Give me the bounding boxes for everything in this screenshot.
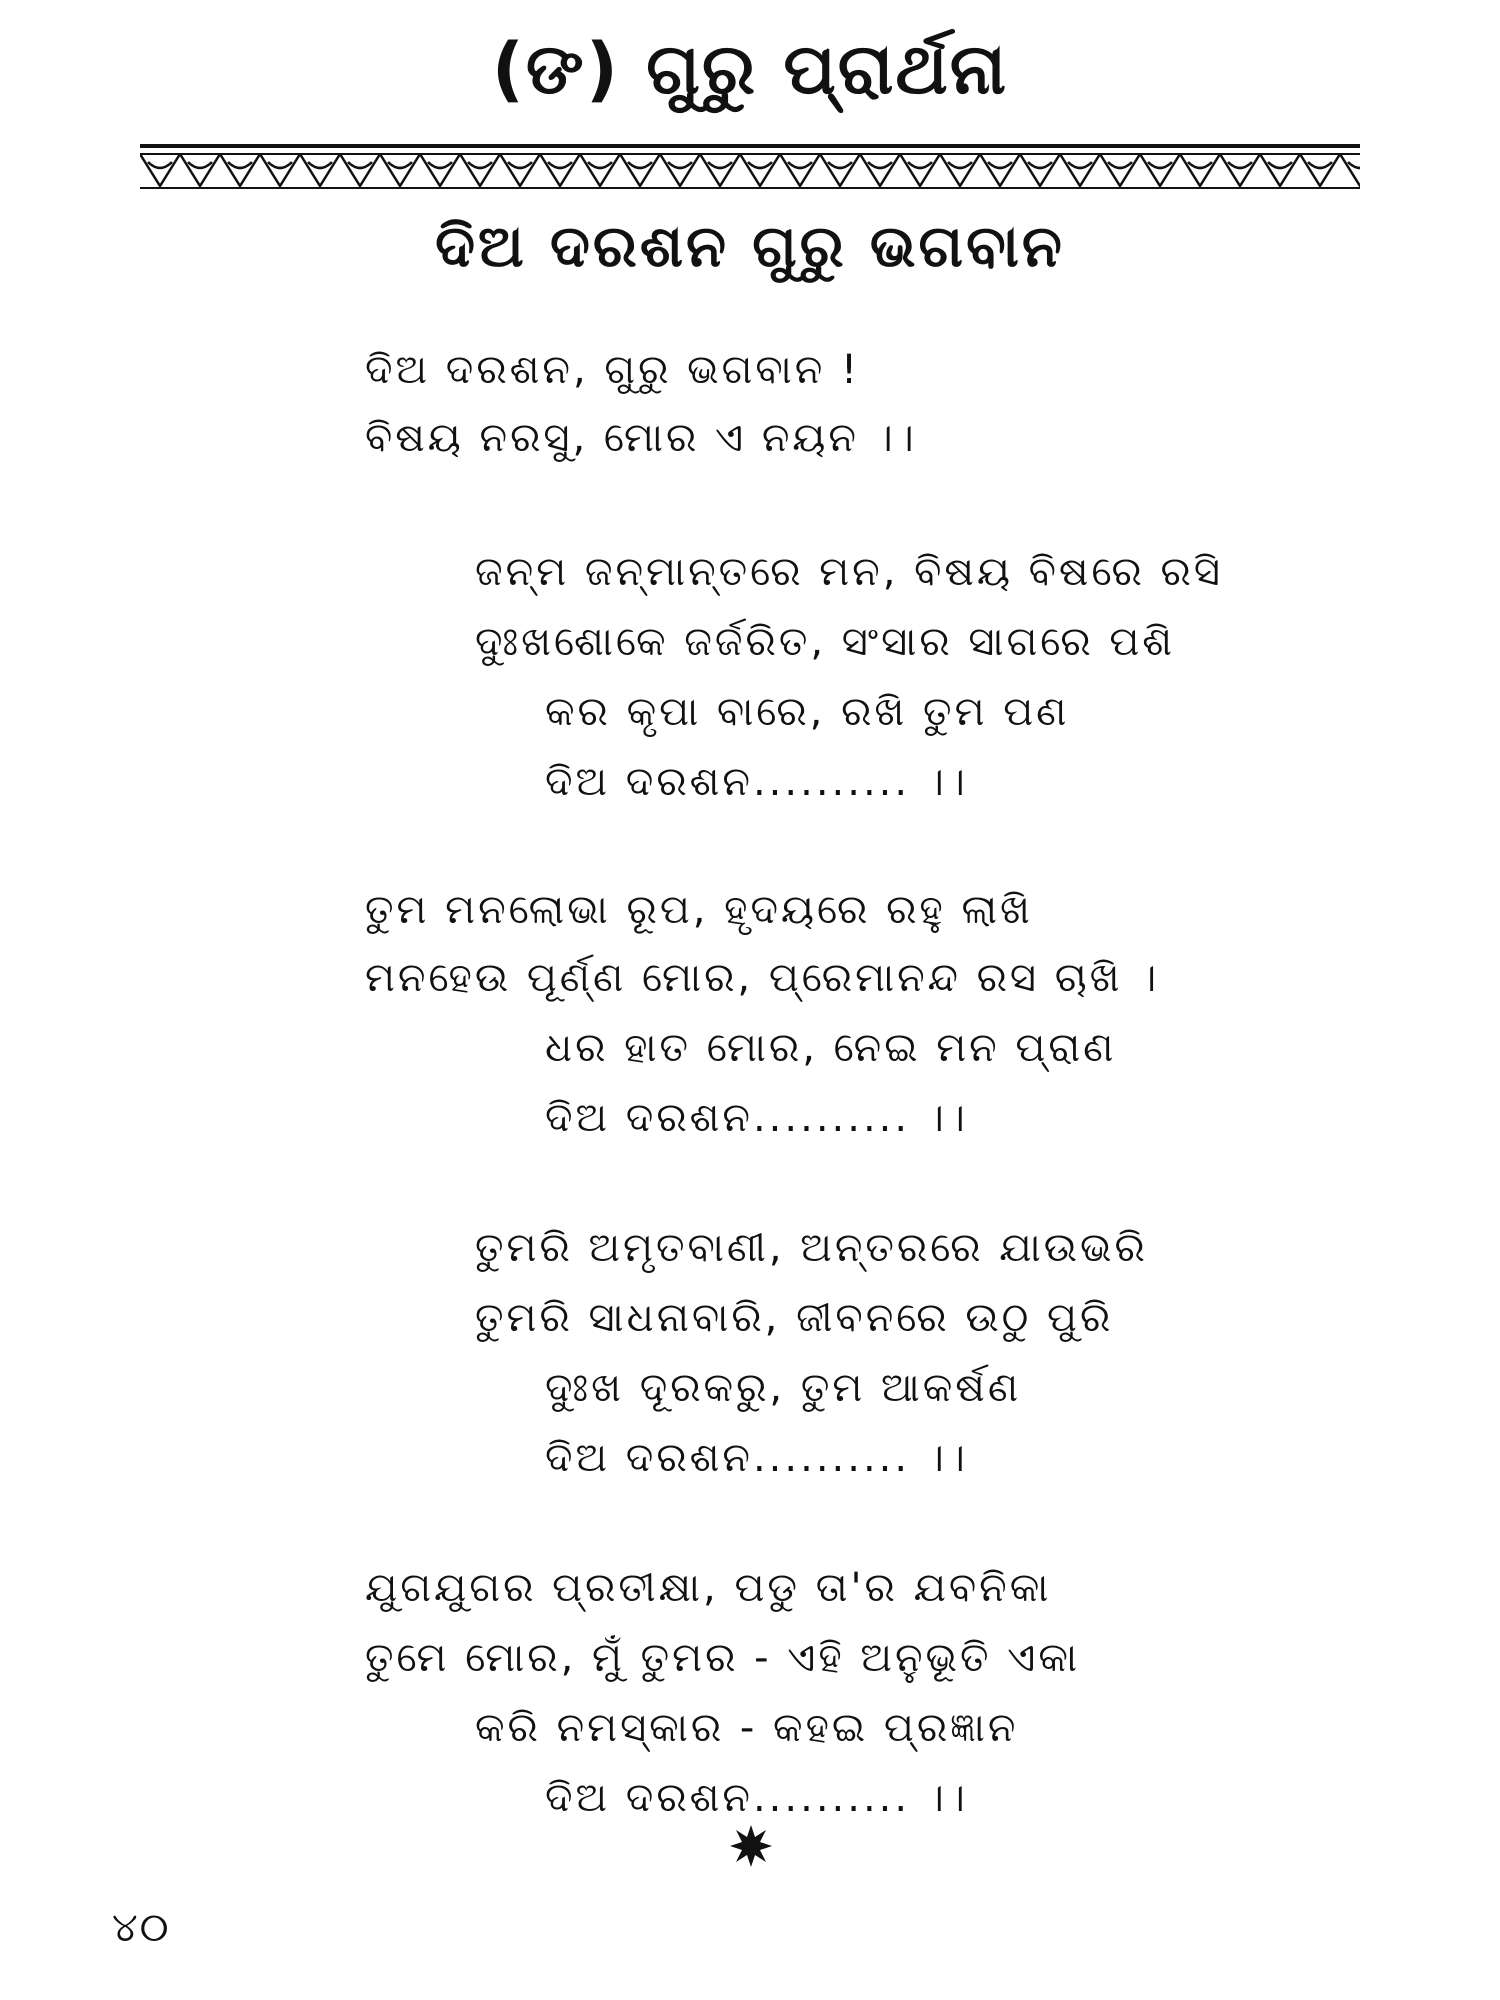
decorative-border (140, 140, 1360, 196)
stanza-4-line-1: ଯୁଗଯୁଗର ପ୍ରତୀକ୍ଷା, ପଡୁ ତା'ର ଯବନିକା (365, 1565, 1052, 1611)
stanza-1-line-2: ଦୁଃଖଶୋକେ ଜର୍ଜରିତ, ସଂସାର ସାଗରେ ପଶି (475, 619, 1176, 665)
stanza-1-line-1: ଜନ୍ମ ଜନ୍ମାନ୍ତରେ ମନ, ବିଷୟ ବିଷରେ ରସି (475, 549, 1223, 595)
border-motif (260, 154, 300, 186)
border-motif (500, 154, 540, 186)
border-motif (660, 154, 700, 186)
border-motif (900, 154, 940, 186)
refrain-line-1: ଦିଅ ଦରଶନ, ଗୁରୁ ଭଗବାନ ! (365, 347, 861, 393)
border-motif (300, 154, 340, 186)
stanza-2-line-3: ଧର ହାତ ମୋର, ନେଇ ମନ ପ୍ରାଣ (545, 1025, 1117, 1071)
border-motif (420, 154, 460, 186)
border-motif (380, 154, 420, 186)
stanza-3-line-4: ଦିଅ ଦରଶନ.......... ।। (545, 1435, 968, 1481)
border-motif (540, 154, 580, 186)
chapter-title: (ଙ) ଗୁରୁ ପ୍ରାର୍ଥନା (491, 28, 1009, 110)
border-motif (940, 154, 980, 186)
border-motif (180, 154, 220, 186)
star-ornament-icon (730, 1825, 772, 1867)
border-motif (1100, 154, 1140, 186)
border-motif (740, 154, 780, 186)
border-motif (1300, 154, 1340, 186)
border-motif (980, 154, 1020, 186)
border-motif (1060, 154, 1100, 186)
stanza-4-line-2: ତୁମେ ମୋର, ମୁଁ ତୁମର - ଏହି ଅନୁଭୂତି ଏକା (365, 1635, 1081, 1681)
stanza-2-line-2: ମନହେଉ ପୂର୍ଣ୍ଣ ମୋର, ପ୍ରେମାନନ୍ଦ ରସ ଚାଖି । (365, 955, 1160, 1001)
stanza-3-line-1: ତୁମରି ଅମୃତବାଣୀ, ଅନ୍ତରରେ ଯାଉଭରି (475, 1225, 1148, 1271)
border-motif (1020, 154, 1060, 186)
border-motif (580, 154, 620, 186)
border-motif (340, 154, 380, 186)
page-number: ୪୦ (112, 1905, 171, 1951)
border-motif (1260, 154, 1300, 186)
border-motif (820, 154, 860, 186)
stanza-2-line-4: ଦିଅ ଦରଶନ.......... ।। (545, 1095, 968, 1141)
stanza-1-line-4: ଦିଅ ଦରଶନ.......... ।। (545, 759, 968, 805)
stanza-4-line-4: ଦିଅ ଦରଶନ.......... ।। (545, 1775, 968, 1821)
border-motif (220, 154, 260, 186)
stanza-3-line-3: ଦୁଃଖ ଦୂରକରୁ, ତୁମ ଆକର୍ଷଣ (545, 1365, 1022, 1411)
border-motif (700, 154, 740, 186)
border-motif (1180, 154, 1220, 186)
stanza-4-line-3: କରି ନମସ୍କାର - କହଇ ପ୍ରଜ୍ଞାନ (475, 1705, 1019, 1751)
stanza-2-line-1: ତୁମ ମନଲୋଭା ରୂପ, ହୃଦୟରେ ରହୁ ଲାଖି (365, 887, 1033, 933)
border-motif (780, 154, 820, 186)
song-title: ଦିଅ ଦରଶନ ଗୁରୁ ଭଗବାନ (435, 212, 1065, 280)
border-motif (1340, 154, 1360, 186)
border-motif (860, 154, 900, 186)
border-motif (1140, 154, 1180, 186)
stanza-3-line-2: ତୁମରି ସାଧନାବାରି, ଜୀବନରେ ଉଠୁ ପୁରି (475, 1295, 1114, 1341)
border-motif (620, 154, 660, 186)
border-motif (1220, 154, 1260, 186)
border-motif (460, 154, 500, 186)
border-motif (140, 154, 180, 186)
stanza-1-line-3: କର କୃପା ବାରେ, ରଖି ତୁମ ପଣ (545, 689, 1070, 735)
refrain-line-2: ବିଷୟ ନରସୁ, ମୋର ଏ ନୟନ ।। (365, 415, 917, 461)
